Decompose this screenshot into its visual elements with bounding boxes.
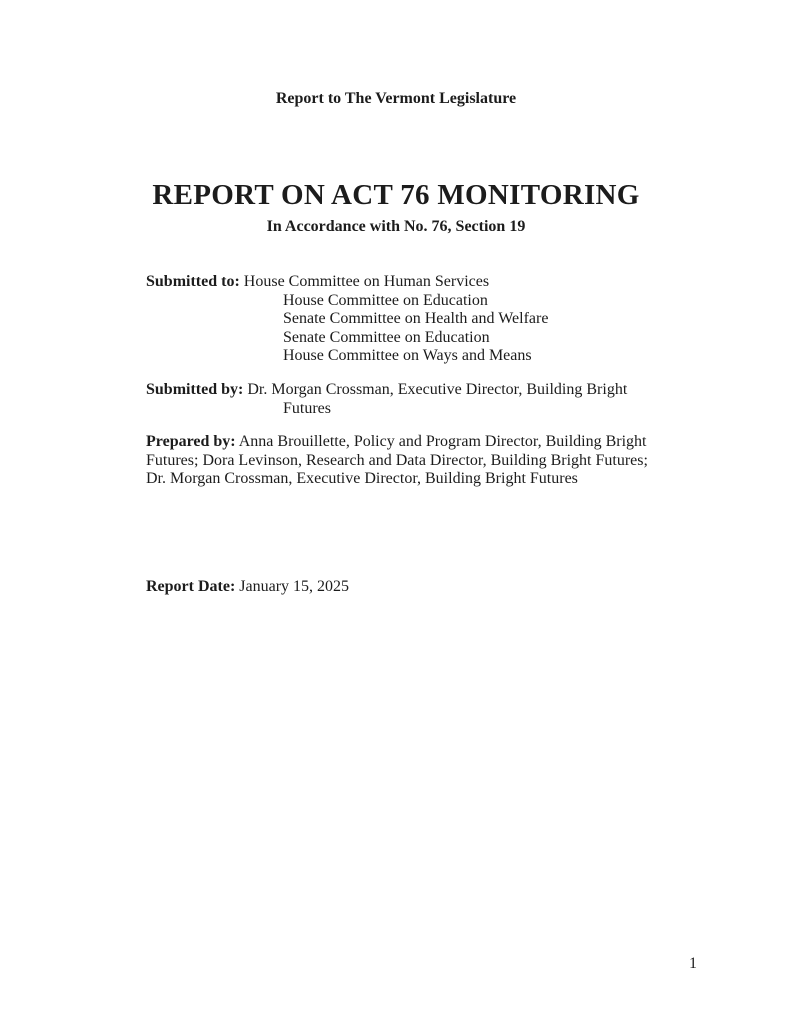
- committee-item: House Committee on Human Services: [243, 273, 490, 290]
- submitted-by-first-line: [146, 381, 676, 400]
- submitted-to-block: [146, 273, 676, 366]
- committee-item: Senate Committee on Health and Welfare: [283, 310, 549, 327]
- page-number: 1: [689, 955, 697, 972]
- prepared-by-block: [146, 433, 676, 489]
- submitted-by-label: Submitted by:: [146, 381, 244, 398]
- committee-item: House Committee on Ways and Means: [283, 347, 532, 364]
- prepared-by-label: Prepared by:: [146, 433, 236, 450]
- report-date-label: Report Date:: [146, 578, 236, 595]
- submitted-to-label: Submitted to:: [146, 273, 240, 290]
- document-header: Report to The Vermont Legislature: [275, 90, 517, 107]
- submitted-to-first-line: [146, 273, 676, 292]
- page-title: REPORT ON ACT 76 MONITORING: [152, 179, 640, 211]
- submitted-by-text: Dr. Morgan Crossman, Executive Director, Building Bright: [247, 381, 628, 398]
- submitted-by-block: [146, 381, 676, 418]
- prepared-by-text: Anna Brouillette, Policy and Program Director, Building Bright: [238, 433, 647, 450]
- prepared-by-first-line: [146, 433, 676, 452]
- committee-item: House Committee on Education: [283, 291, 488, 309]
- submitted-by-text-continued: Futures: [283, 399, 331, 417]
- report-date-value: January 15, 2025: [239, 578, 350, 595]
- page-subtitle: In Accordance with No. 76, Section 19: [266, 218, 526, 235]
- prepared-by-text-continued: Dr. Morgan Crossman, Executive Director, Building Bright Futures: [146, 470, 578, 487]
- prepared-by-text-continued: Futures; Dora Levinson, Research and Data Director, Building Bright Futures;: [146, 451, 648, 469]
- report-date-block: [146, 578, 676, 597]
- committee-item: Senate Committee on Education: [283, 328, 490, 346]
